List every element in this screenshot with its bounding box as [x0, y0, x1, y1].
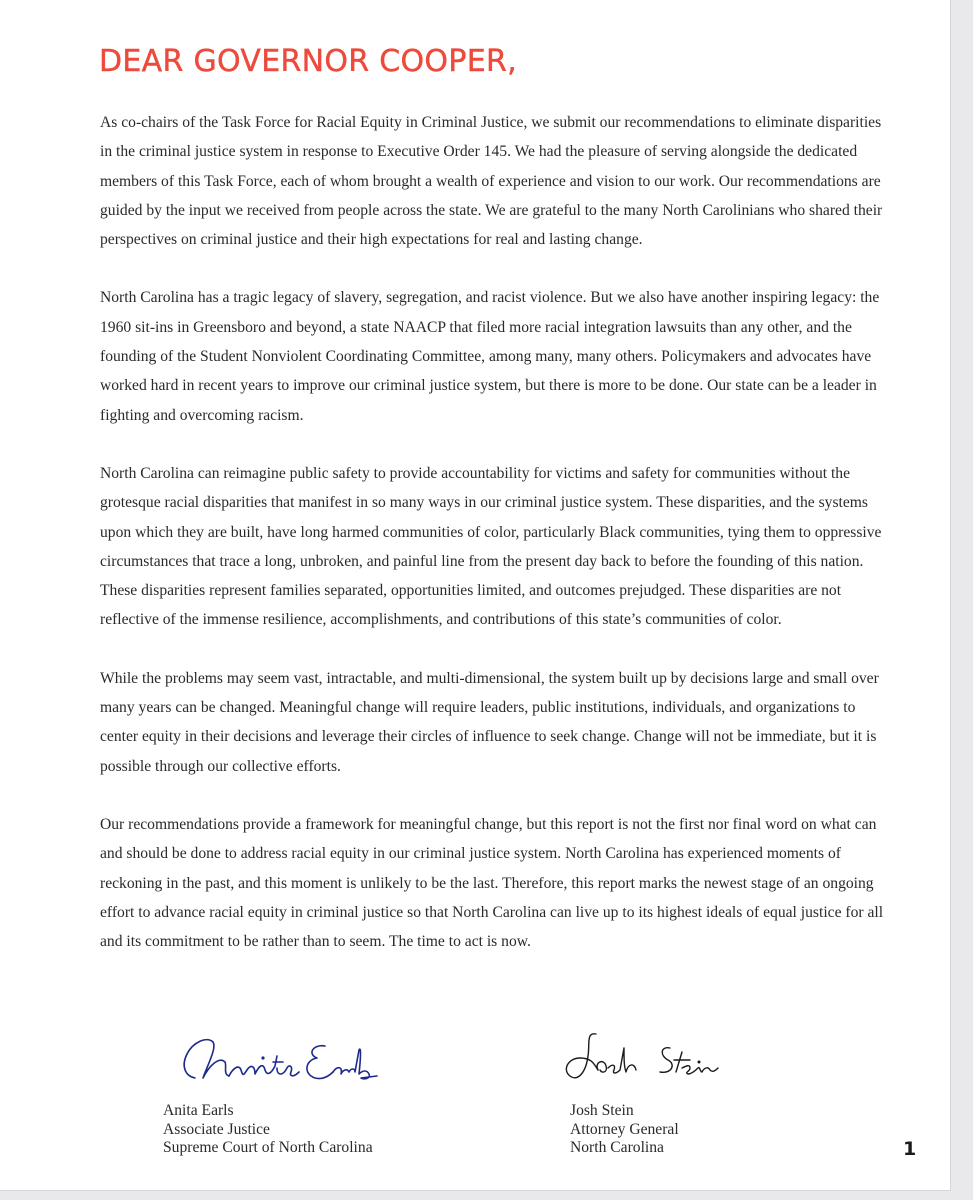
signature-earls-image: [173, 1026, 383, 1092]
salutation-heading: DEAR GOVERNOR COOPER,: [99, 44, 517, 79]
signatory-organization: North Carolina: [570, 1139, 664, 1156]
letter-body: [100, 108, 890, 985]
signatory-title: Associate Justice: [163, 1120, 270, 1138]
paragraph-4: While the problems may seem vast, intractable, and multi-dimensional, the system built up by decisions large and small over many years can be changed. Meaningful change will require leaders, public institutions, individuals, and organizations to center equity in their decisions and leverage their circles of influence to seek change. Change will not be immediate, but it is possible through our collective efforts.: [100, 669, 879, 775]
signatory-name: Josh Stein: [570, 1102, 634, 1119]
signature-stein-image: [550, 1026, 750, 1096]
paragraph-5: Our recommendations provide a framework for meaningful change, but this report is not the first nor final word on what can and should be done to address racial equity in our criminal justice system. North Carolina has experienced moments of reckoning in the past, and this moment is unlikely to be the last. Therefore, this report marks the newest stage of an ongoing effort to advance racial equity in criminal justice so that North Carolina can live up to its highest ideals of equal justice for all and its commitment to be rather than to seem. The time to act is now.: [100, 815, 884, 951]
signatory-name: Anita Earls: [163, 1102, 234, 1119]
signatory-stein-details: [570, 1102, 890, 1158]
signatory-organization: Supreme Court of North Carolina: [163, 1139, 373, 1156]
page-number: 1: [903, 1138, 917, 1160]
paragraph-1: As co-chairs of the Task Force for Racial Equity in Criminal Justice, we submit our recommendations to eliminate disparities in the criminal justice system in response to Executive Order 145. We had the pleasure of serving alongside the dedicated members of this Task Force, each of whom brought a wealth of experience and vision to our work. Our recommendations are guided by the input we received from people across the state. We are grateful to the many North Carolinians who shared their perspectives on criminal justice and their high expectations for real and lasting change.: [100, 114, 883, 249]
signature-earls-text: [163, 1026, 164, 1027]
paragraph-2: North Carolina has a tragic legacy of slavery, segregation, and racist violence. But we also have another inspiring legacy: the 1960 sit-ins in Greensboro and beyond, a state NAACP that filed more racial integration lawsuits than any other, and the founding of the Student Nonviolent Coordinating Committee, among many, many others. Policymakers and advocates have worked hard in recent years to improve our criminal justice system, but there is more to be done. Our state can be a leader in fighting and overcoming racism.: [100, 289, 880, 424]
signatory-earls-details: [163, 1102, 483, 1158]
signatory-title: Attorney General: [570, 1120, 679, 1138]
paragraph-3: North Carolina can reimagine public safety to provide accountability for victims and safety for communities without the grotesque racial disparities that manifest in so many ways in our criminal justice system. These disparities, and the systems upon which they are built, have long harmed communities of color, particularly Black communities, tying them to oppressive circumstances that trace a long, unbroken, and painful line from the present day back to before the founding of this nation. These disparities represent families separated, opportunities limited, and outcomes prejudged. These disparities are not reflective of the immense resilience, accomplishments, and contributions of this state’s communities of color.: [100, 464, 882, 629]
